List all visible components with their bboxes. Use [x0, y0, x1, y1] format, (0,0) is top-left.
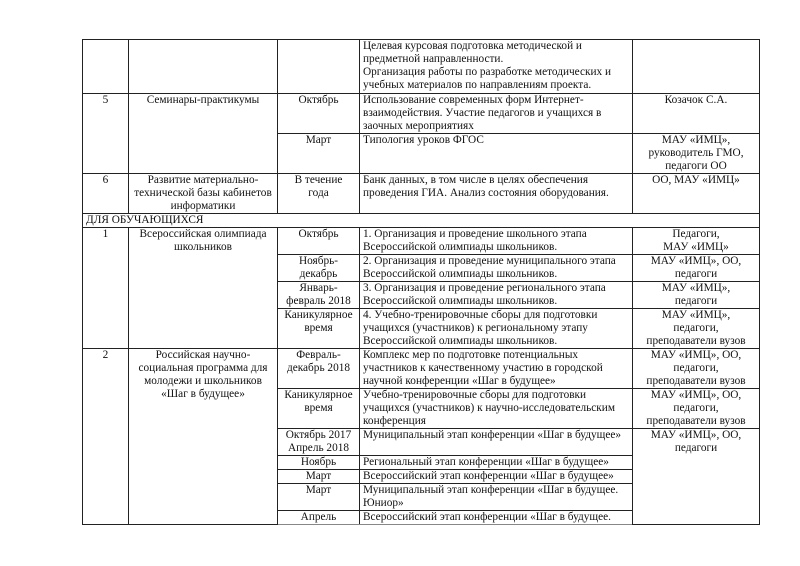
cell-content: Всероссийский этап конференции «Шаг в будущее.: [360, 511, 633, 525]
cell-responsible: ОО, МАУ «ИМЦ»: [633, 174, 760, 214]
cell-content: Муниципальный этап конференции «Шаг в будущее. Юниор»: [360, 484, 633, 511]
cell-responsible: МАУ «ИМЦ», ОО, педагоги, преподаватели вузов: [633, 389, 760, 429]
cell-responsible: МАУ «ИМЦ», педагоги: [633, 282, 760, 309]
cell-date: Ноябрь: [278, 456, 360, 470]
cell-responsible: МАУ «ИМЦ», ОО, педагоги, преподаватели вузов: [633, 349, 760, 389]
cell-content: Всероссийский этап конференции «Шаг в будущее»: [360, 470, 633, 484]
cell-content: Муниципальный этап конференции «Шаг в будущее»: [360, 429, 633, 456]
activity-plan-table: [82, 39, 760, 525]
section-header-row: [83, 214, 760, 228]
section-title: ДЛЯ ОБУЧАЮЩИХСЯ: [83, 214, 760, 228]
cell-num: 6: [83, 174, 129, 214]
cell-date: Февраль- декабрь 2018: [278, 349, 360, 389]
cell-date: Март: [278, 470, 360, 484]
cell-activity: Российская научно- социальная программа для молодежи и школьников «Шаг в будущее»: [129, 349, 278, 525]
cell-date: [278, 40, 360, 94]
cell-date: Март: [278, 484, 360, 511]
cell-date: Ноябрь- декабрь: [278, 255, 360, 282]
cell-content: 3. Организация и проведение регионального этапа Всероссийской олимпиады школьников.: [360, 282, 633, 309]
cell-date: Октябрь: [278, 94, 360, 134]
cell-activity: [129, 40, 278, 94]
table-row: [83, 40, 760, 94]
cell-num: 1: [83, 228, 129, 349]
cell-responsible: Козачок С.А.: [633, 94, 760, 134]
cell-activity: Семинары-практикумы: [129, 94, 278, 174]
cell-content: 2. Организация и проведение муниципального этапа Всероссийской олимпиады школьников.: [360, 255, 633, 282]
table-row: [83, 94, 760, 134]
cell-activity: Развитие материально- технической базы кабинетов информатики: [129, 174, 278, 214]
cell-date: Каникулярное время: [278, 389, 360, 429]
cell-content: Целевая курсовая подготовка методической и предметной направленности. Организация работы по разработке методических и учебных материалов по направлениям проекта.: [360, 40, 633, 94]
cell-num: 5: [83, 94, 129, 174]
table-row: [83, 349, 760, 389]
cell-responsible: [633, 40, 760, 94]
cell-content: Типология уроков ФГОС: [360, 134, 633, 174]
cell-activity: Всероссийская олимпиада школьников: [129, 228, 278, 349]
cell-content: 1. Организация и проведение школьного этапа Всероссийской олимпиады школьников.: [360, 228, 633, 255]
table-row: [83, 174, 760, 214]
cell-date: Март: [278, 134, 360, 174]
cell-date: Январь- февраль 2018: [278, 282, 360, 309]
cell-date: Апрель: [278, 511, 360, 525]
cell-date: В течение года: [278, 174, 360, 214]
cell-content: Учебно-тренировочные сборы для подготовки учащихся (участников) к научно-исследовательским конференция: [360, 389, 633, 429]
cell-content: Комплекс мер по подготовке потенциальных участников к качественному участию в городской научной конференции «Шаг в будущее»: [360, 349, 633, 389]
cell-responsible: МАУ «ИМЦ», ОО, педагоги: [633, 429, 760, 525]
cell-responsible: МАУ «ИМЦ», руководитель ГМО, педагоги ОО: [633, 134, 760, 174]
cell-responsible: МАУ «ИМЦ», педагоги, преподаватели вузов: [633, 309, 760, 349]
cell-content: Региональный этап конференции «Шаг в будущее»: [360, 456, 633, 470]
cell-date: Каникулярное время: [278, 309, 360, 349]
cell-content: 4. Учебно-тренировочные сборы для подготовки учащихся (участников) к региональному этапу Всероссийской олимпиады школьников.: [360, 309, 633, 349]
cell-responsible: МАУ «ИМЦ», ОО, педагоги: [633, 255, 760, 282]
cell-date: Октябрь: [278, 228, 360, 255]
cell-num: 2: [83, 349, 129, 525]
cell-content: Использование современных форм Интернет- взаимодействия. Участие педагогов и учащихся в заочных мероприятиях: [360, 94, 633, 134]
cell-date: Октябрь 2017 Апрель 2018: [278, 429, 360, 456]
cell-content: Банк данных, в том числе в целях обеспечения проведения ГИА. Анализ состояния оборудования.: [360, 174, 633, 214]
cell-responsible: Педагоги, МАУ «ИМЦ»: [633, 228, 760, 255]
cell-num: [83, 40, 129, 94]
table-row: [83, 228, 760, 255]
